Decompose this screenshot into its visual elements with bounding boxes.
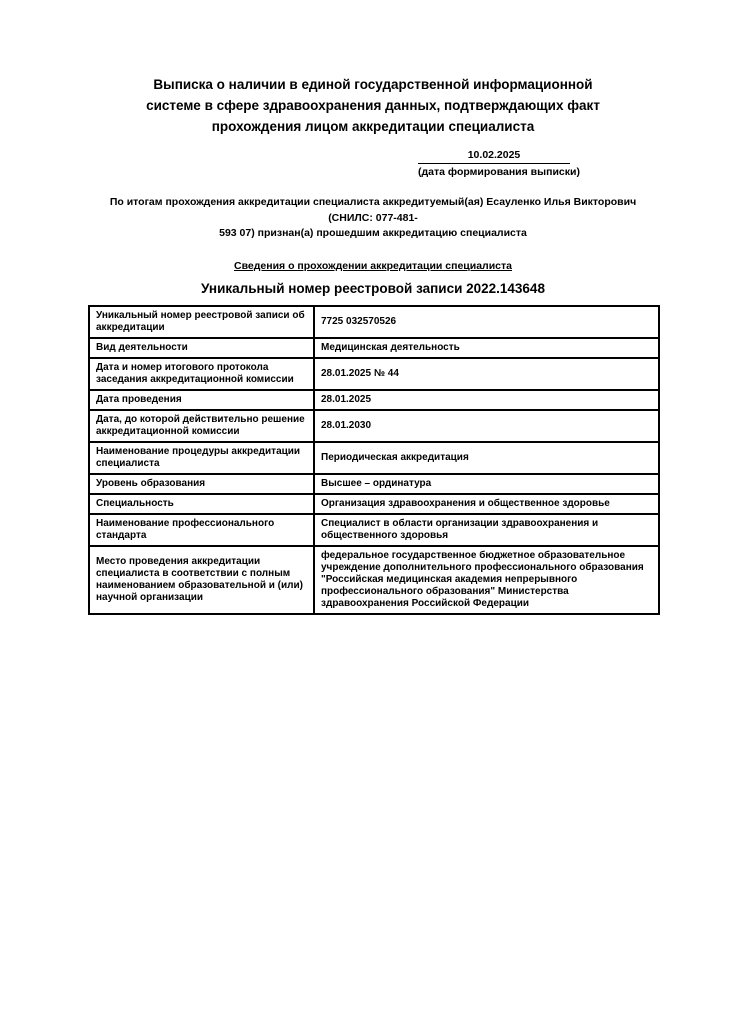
row-label: Наименование профессионального стандарта — [89, 514, 314, 546]
row-value: Высшее – ординатура — [314, 474, 659, 494]
table-row — [89, 474, 659, 494]
table-row — [89, 358, 659, 390]
row-label: Уровень образования — [89, 474, 314, 494]
intro-line: По итогам прохождения аккредитации специалиста аккредитуемый(ая) Есауленко Илья Викторович (СНИЛС: 077-481- — [109, 196, 637, 224]
row-value: Медицинская деятельность — [314, 338, 659, 358]
row-value: 28.01.2025 № 44 — [314, 358, 659, 390]
row-value: Специалист в области организации здравоохранения и общественного здоровья — [314, 514, 659, 546]
row-label: Вид деятельности — [89, 338, 314, 358]
table-row — [89, 546, 659, 614]
accreditation-table — [88, 305, 660, 615]
table-row — [89, 306, 659, 338]
table-row — [89, 442, 659, 474]
row-label: Дата, до которой действительно решение аккредитационной комиссии — [89, 410, 314, 442]
page-title-line: Выписка о наличии в единой государственной информационной — [153, 77, 593, 92]
row-value: 7725 032570526 — [314, 306, 659, 338]
table-row — [89, 514, 659, 546]
extract-date: 10.02.2025 — [418, 149, 570, 164]
row-label: Дата проведения — [89, 390, 314, 410]
extract-date-block — [418, 149, 580, 178]
row-label: Дата и номер итогового протокола заседания аккредитационной комиссии — [89, 358, 314, 390]
section-heading: Сведения о прохождении аккредитации специалиста — [234, 259, 512, 272]
table-row — [89, 410, 659, 442]
intro-paragraph — [88, 195, 658, 242]
page-title-line: системе в сфере здравоохранения данных, подтверждающих факт — [146, 98, 600, 113]
row-label: Место проведения аккредитации специалиста в соответствии с полным наименованием образовательной и (или) научной организации — [89, 546, 314, 614]
table-row — [89, 494, 659, 514]
row-label: Наименование процедуры аккредитации специалиста — [89, 442, 314, 474]
row-value: Организация здравоохранения и общественное здоровье — [314, 494, 659, 514]
extract-date-caption: (дата формирования выписки) — [418, 166, 580, 178]
row-value: Периодическая аккредитация — [314, 442, 659, 474]
row-label: Специальность — [89, 494, 314, 514]
page-title-line: прохождения лицом аккредитации специалиста — [211, 119, 535, 134]
row-value: федеральное государственное бюджетное образовательное учреждение дополнительного профессионального образования "Российская медицинская академия непрерывного профессионального образования" Министерства здравоохранения Российской Федерации — [314, 546, 659, 614]
table-row — [89, 338, 659, 358]
row-label: Уникальный номер реестровой записи об аккредитации — [89, 306, 314, 338]
row-value: 28.01.2030 — [314, 410, 659, 442]
page-title — [88, 74, 658, 137]
registry-number-heading: Уникальный номер реестровой записи 2022.143648 — [201, 280, 545, 296]
table-row — [89, 390, 659, 410]
row-value: 28.01.2025 — [314, 390, 659, 410]
intro-line: 593 07) признан(а) прошедшим аккредитацию специалиста — [219, 227, 527, 239]
